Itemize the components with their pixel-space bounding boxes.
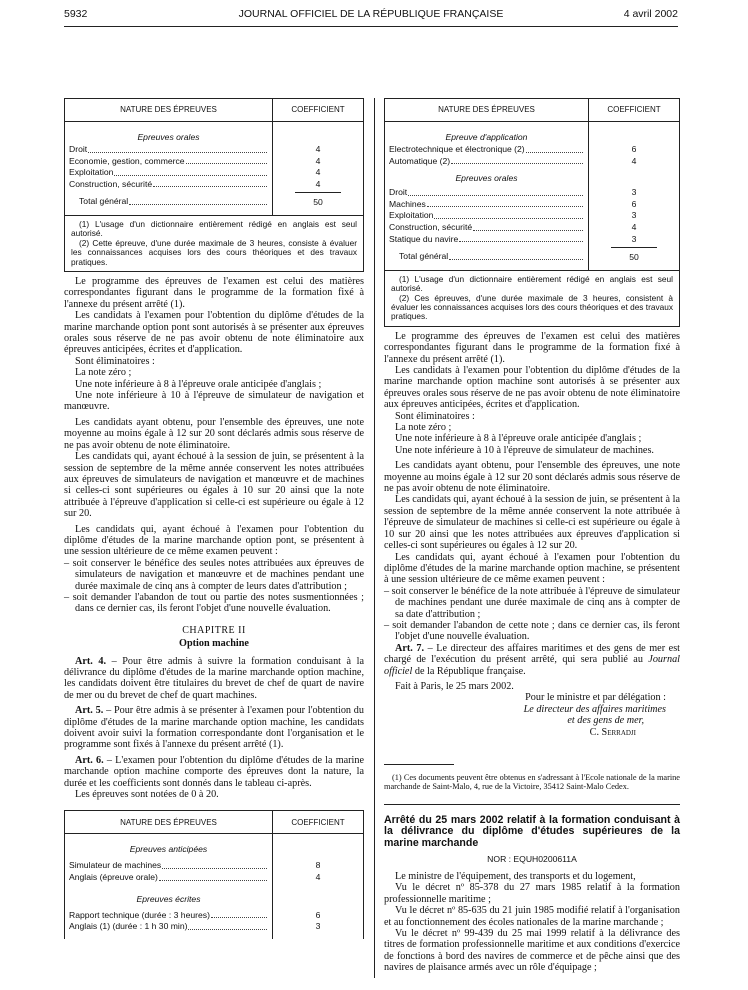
table-row: Construction, sécurité: [389, 222, 584, 234]
total-row: Total général: [69, 196, 268, 208]
table-header: [65, 99, 363, 122]
coefficient-value: 4: [315, 167, 321, 178]
table-row: Anglais (1) (durée : 1 h 30 min): [69, 921, 268, 933]
coefficient-value: 4: [631, 155, 637, 166]
coefficient-table-pont-orals: [64, 98, 364, 272]
table-row: Simulateur de machines: [69, 860, 268, 872]
table-section: Epreuve d'application: [445, 132, 528, 142]
table-row: Electrotechnique et électronique (2): [389, 144, 584, 156]
table-row: Anglais (épreuve orale): [69, 872, 268, 884]
article-7: Art. 7. – Le directeur des affaires maritimes et des gens de mer est chargé de l'exécution du présent arrêté, qui sera publié au Journal officiel de la République française.: [384, 642, 680, 677]
article-text: Le programme des épreuves de l'examen est celui des matières correspondantes figurant dans le programme de la formation fixé à l'annexe du présent arrêté (1). Les candidats à l'examen pour l'obtention du diplôme d'études de la marine marchande option pont sont autorisés à se présenter aux épreuves orales sous réserve de ne pas avoir obtenu de note éliminatoire aux épreuves anticipées, écrites et d'application. Sont éliminatoires : La note zéro ; Une note inférieure à 8 à l'épreuve orale anticipée d'anglais ; Une note inférieure à 10 à l'épreuve de simulateur de navigation et manœuvre. Les candidats ayant obtenu, pour l'ensemble des épreuves, une note moyenne au moins égale à 12 sur 20 sont déclarés admis sous réserve de ne pas avoir obtenu de note éliminatoire. Les candidats qui, ayant échoué à la session de juin, se présentent à la session de septembre de la même année conservent les notes attribuées aux épreuves de simulateurs de navigation et manœuvre et de machines si celles-ci sont supérieures ou égales à 10 sur 20 ainsi que la note attribuée à l'épreuve d'application si celle-ci est supérieure ou égale à 12 sur 20. Les candidats qui, ayant échoué à l'examen pour l'obtention du diplôme d'études de la marine marchande option pont, se présentent à une session ultérieure de ce même examen peuvent : – soit conserver le bénéfice des seules notes attribuées aux épreuves de simulateurs de navigation et manœuvre et de machines pendant une durée maximale de cinq ans à compter de leurs dates d'attribution ; – soit demander l'abandon de tout ou partie des notes susmentionnées ; dans ce dernier cas, ils feront l'objet d'une nouvelle évaluation.: [64, 276, 364, 615]
coefficient-value: 4: [631, 221, 637, 232]
table-row: Exploitation: [389, 210, 584, 222]
coefficient-header: COEFFICIENT: [291, 105, 345, 115]
section-rule: [384, 804, 680, 805]
visas: Le ministre de l'équipement, des transports et du logement, Vu le décret nº 85-378 du 27 mars 1985 relatif à la formation professionnelle maritime ; Vu le décret nº 85-635 du 21 juin 1985 modifié relatif à l'organisation et au fonctionnement des écoles nationales de la marine marchande ; Vu le décret nº 99-439 du 25 mai 1999 relatif à la délivrance des titres de formation professionnelle maritime et aux conditions d'exercice de fonctions à bord des navires de commerce et de pêche ainsi que des navires de plaisance armés avec un rôle d'équipage ;: [384, 871, 680, 974]
total-value: 50: [629, 252, 639, 263]
coefficient-table-machine-orals: [384, 98, 680, 327]
signing-place-date: Fait à Paris, le 25 mars 2002.: [395, 680, 514, 692]
article-text: Le programme des épreuves de l'examen est celui des matières correspondantes figurant dans le programme de la formation fixé à l'annexe du présent arrêté (1). Les candidats à l'examen pour l'obtention du diplôme d'études de la marine marchande option machine sont autorisés à se présenter aux épreuves orales sous réserve de ne pas avoir obtenu de note éliminatoire aux épreuves anticipées, écrites et d'application. Sont éliminatoires : La note zéro ; Une note inférieure à 8 à l'épreuve orale anticipée d'anglais ; Une note inférieure à 10 à l'épreuve de simulateur de machines. Les candidats ayant obtenu, pour l'ensemble des épreuves, une note moyenne au moins égale à 12 sur 20 sont déclarés admis sous réserve de ne pas avoir obtenu de note éliminatoire. Les candidats qui, ayant échoué à la session de juin, se présentent à la session de septembre de la même année conservent la note attribuée à l'épreuve de simulateur de machines si celle-ci est supérieure ou égale à 10 sur 20 ainsi que les notes attribuées aux épreuves d'application si celles-ci sont supérieures ou égales à 12 sur 20. Les candidats qui, ayant échoué à l'examen pour l'obtention du diplôme d'études de la marine marchande option machine, se présentent à une session ultérieure de ce même examen peuvent : – soit conserver le bénéfice de la note attribuée à l'épreuve de simulateur de machines pendant une durée maximale de cinq ans à compter de sa date d'attribution ; – soit demander l'abandon de cette note ; dans ce dernier cas, ils feront l'objet d'une nouvelle évaluation.: [384, 330, 681, 643]
column-divider: [374, 98, 375, 978]
table-row: Automatique (2): [389, 156, 584, 168]
coefficient-value: 6: [631, 198, 637, 209]
left-column: [64, 98, 364, 939]
coefficient-table-machine-written: [64, 810, 364, 938]
signature-block: Pour le ministre et par délégation : Le directeur des affaires maritimes et des gens de mer, C. Serradji: [523, 692, 666, 738]
grading-note: Les épreuves sont notées de 0 à 20.: [75, 789, 219, 801]
header-rule: [64, 26, 678, 27]
coefficient-value: 3: [631, 233, 637, 244]
page-number: 5932: [64, 8, 88, 20]
coefficient-value: 4: [315, 144, 321, 154]
journal-title: JOURNAL OFFICIEL DE LA RÉPUBLIQUE FRANÇAISE: [238, 8, 504, 20]
coefficient-header: COEFFICIENT: [291, 817, 345, 827]
footnote: (1) Ces documents peuvent être obtenus en s'adressant à l'Ecole nationale de la marine marchande de Saint-Malo, 4, rue de la Victoire, 35412 Saint-Malo Cedex.: [384, 773, 680, 792]
coefficient-value: 4: [315, 872, 321, 883]
table-row: Droit: [69, 144, 268, 156]
table-row: Economie, gestion, commerce: [69, 156, 268, 168]
article-6: Art. 6. – L'examen pour l'obtention du diplôme d'études de la marine marchande option machine comporte des épreuves dont la nature, la durée et les coefficients sont donnés dans le tableau ci-après.: [64, 754, 364, 789]
coefficient-value: 4: [315, 178, 321, 189]
coefficient-value: 6: [315, 909, 321, 920]
nature-header: NATURE DES ÉPREUVES: [385, 99, 589, 121]
table-section: Epreuves orales: [455, 173, 518, 184]
table-notes: (1) L'usage d'un dictionnaire entièrement rédigé en anglais est seul autorisé. (2) Cette épreuve, d'une durée maximale de 3 heures, consiste à évaluer les connaissances acquises lors des cours théoriques et des travaux pratiques.: [65, 215, 363, 271]
table-row: Construction, sécurité: [69, 179, 268, 191]
coefficient-value: 3: [631, 210, 637, 221]
table-row: Droit: [389, 187, 584, 199]
arrete-title: Arrêté du 25 mars 2002 relatif à la formation conduisant à la délivrance du diplôme d'études supérieures de la marine marchande: [384, 813, 680, 849]
coefficient-value: 3: [315, 921, 321, 932]
table-row: Statique du navire: [389, 234, 584, 246]
chapter-title: Option machine: [179, 638, 249, 650]
total-row: Total général: [389, 251, 584, 263]
article-5: Art. 5. – Pour être admis à se présenter à l'examen pour l'obtention du diplôme d'études de la marine marchande option machine, les candidats doivent avoir suivi la formation correspondante dont l'organisation et le programme sont fixés à l'annexe du présent arrêté (1).: [64, 705, 364, 751]
coefficient-header: COEFFICIENT: [607, 105, 661, 115]
table-row: Machines: [389, 199, 584, 211]
table-row: Rapport technique (durée : 3 heures): [69, 910, 268, 922]
issue-date: 4 avril 2002: [623, 8, 678, 20]
nature-header: NATURE DES ÉPREUVES: [65, 99, 273, 121]
footnote-rule: [384, 764, 454, 765]
nor-reference: NOR : EQUH0200611A: [487, 853, 577, 864]
table-notes: (1) L'usage d'un dictionnaire entièrement rédigé en anglais est seul autorisé. (2) Ces épreuves, d'une durée maximale de 3 heures, consistent à évaluer les connaissances acquises lors des cours théoriques et des travaux pratiques.: [385, 270, 679, 326]
total-value: 50: [313, 197, 323, 208]
coefficient-value: 8: [315, 860, 321, 871]
chapter-heading: CHAPITRE II: [182, 624, 246, 636]
table-section: Epreuves anticipées: [129, 844, 208, 855]
table-row: Exploitation: [69, 167, 268, 179]
coefficient-value: 4: [315, 155, 321, 166]
page-header: [64, 8, 678, 22]
table-section: Epreuves écrites: [136, 893, 201, 904]
table-section: Epreuves orales: [137, 132, 200, 142]
article-4: Art. 4. – Pour être admis à suivre la formation conduisant à la délivrance du diplôme d'études de la marine marchande option machine, les candidats doivent être titulaires du brevet de chef de quart de navire de mer ou du brevet de chef de quart machines.: [64, 655, 364, 701]
coefficient-value: 6: [631, 144, 637, 154]
coefficient-value: 3: [631, 187, 637, 198]
right-column: [384, 98, 680, 974]
nature-header: NATURE DES ÉPREUVES: [65, 811, 273, 833]
